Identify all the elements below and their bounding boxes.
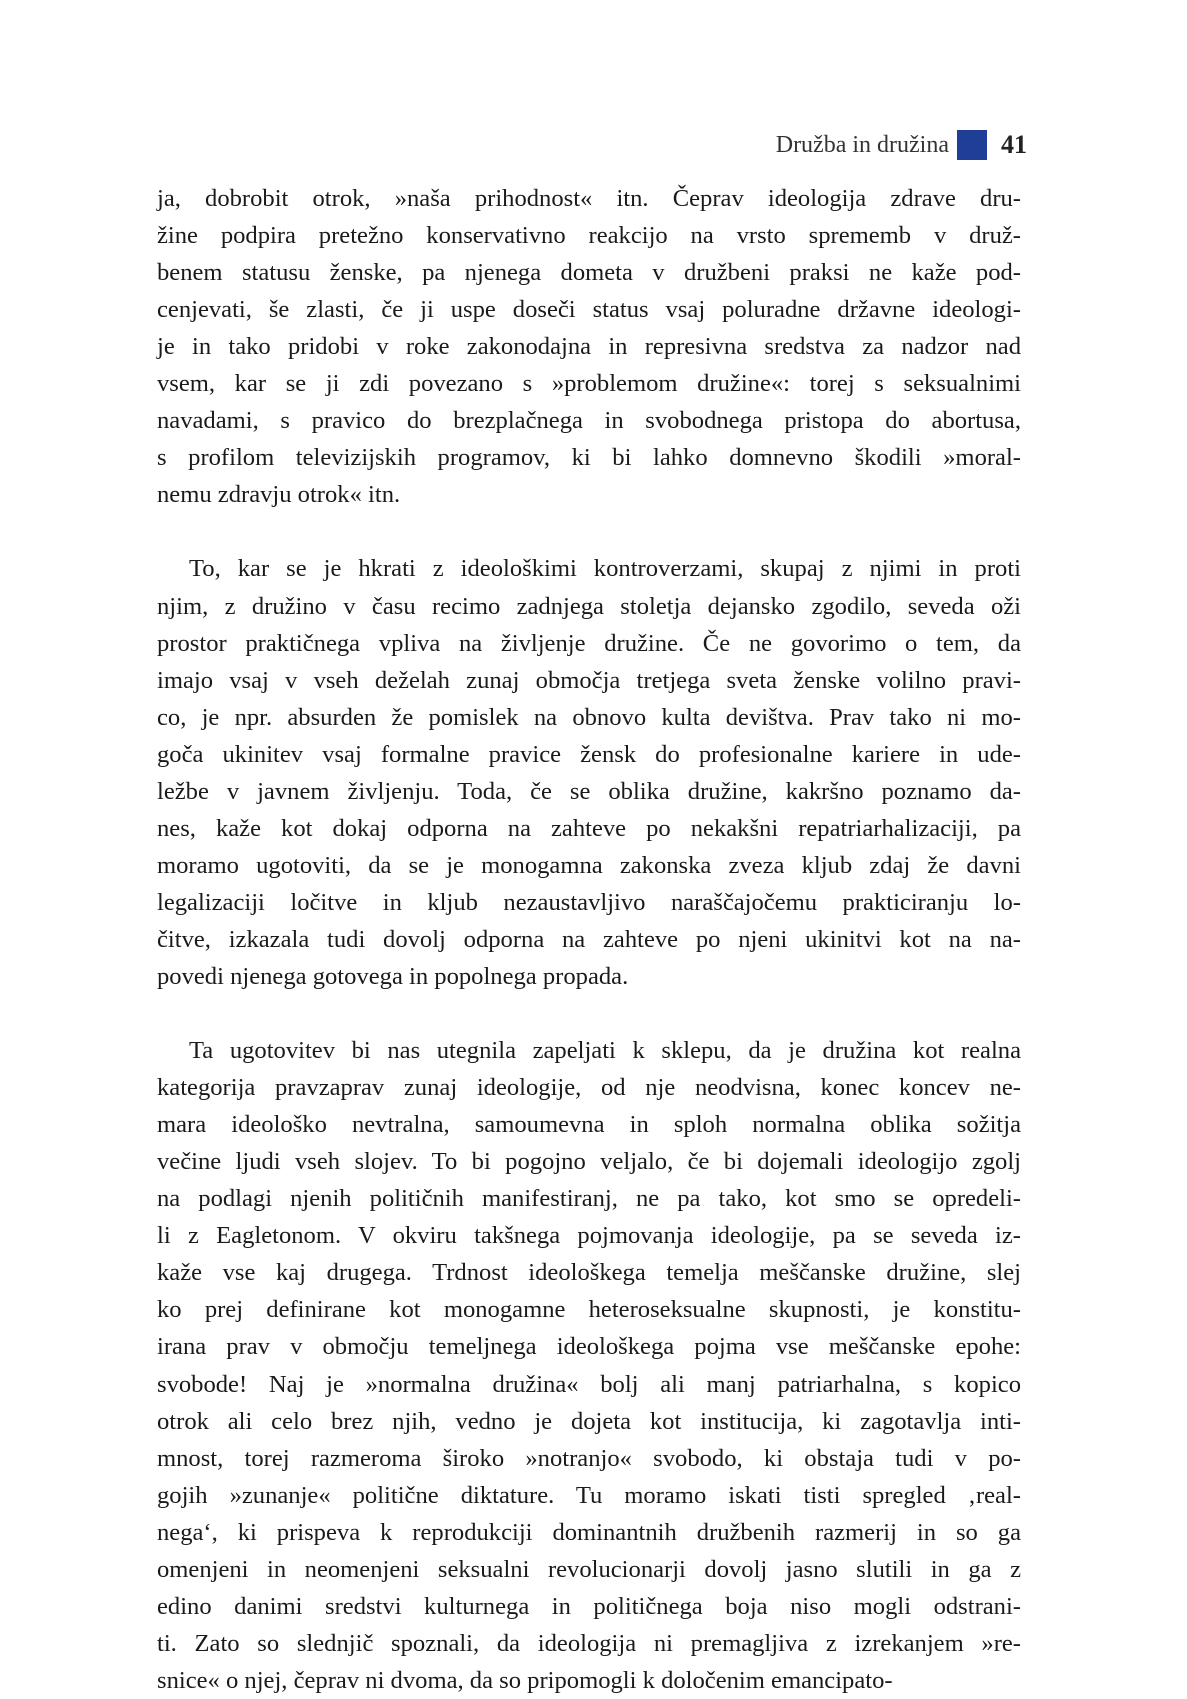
text-line: edino danimi sredstvi kulturnega in političnega boja niso mogli odstrani- xyxy=(157,1592,1021,1620)
paragraph xyxy=(157,180,1021,513)
text-line: ti. Zato so slednjič spoznali, da ideologija ni premagljiva z izrekanjem »re- xyxy=(157,1629,1021,1657)
text-line: snice« o njej, čeprav ni dvoma, da so pripomogli k določenim emancipato- xyxy=(157,1666,893,1694)
text-line: irana prav v območju temeljnega ideološkega pojma vse meščanske epohe: xyxy=(157,1333,1021,1361)
text-line: nes, kaže kot dokaj odporna na zahteve po nekakšni repatriarhalizaciji, pa xyxy=(157,814,1021,842)
text-line: omenjeni in neomenjeni seksualni revolucionarji dovolj jasno slutili in ga z xyxy=(157,1555,1021,1583)
text-line: imajo vsaj v vseh deželah zunaj območja tretjega sveta ženske volilno pravi- xyxy=(157,666,1021,694)
text-line: benem statusu ženske, pa njenega dometa v družbeni praksi ne kaže pod- xyxy=(157,259,1021,287)
text-line: gojih »zunanje« politične diktature. Tu moramo iskati tisti spregled ‚real- xyxy=(157,1481,1021,1509)
text-line: mnost, torej razmeroma široko »notranjo« svobodo, ki obstaja tudi v po- xyxy=(157,1444,1021,1472)
running-head xyxy=(776,128,1027,162)
text-line: njim, z družino v času recimo zadnjega stoletja dejansko zgodilo, seveda oži xyxy=(157,592,1021,620)
paragraph xyxy=(157,550,1021,995)
text-line: mara ideološko nevtralna, samoumevna in sploh normalna oblika sožitja xyxy=(157,1111,1021,1139)
page-number: 41 xyxy=(1001,130,1027,159)
text-line: navadami, s pravico do brezplačnega in svobodnega pristopa do abortusa, xyxy=(157,407,1021,435)
text-line: prostor praktičnega vpliva na življenje družine. Če ne govorimo o tem, da xyxy=(157,629,1021,657)
text-line: cenjevati, še zlasti, če ji uspe doseči status vsaj poluradne državne ideologi- xyxy=(157,296,1021,324)
text-line: čitve, izkazala tudi dovolj odporna na zahteve po njeni ukinitvi kot na na- xyxy=(157,925,1021,953)
text-line: moramo ugotoviti, da se je monogamna zakonska zveza kljub zdaj že davni xyxy=(157,851,1021,879)
text-line: na podlagi njenih političnih manifestiranj, ne pa tako, kot smo se opredeli- xyxy=(157,1185,1021,1213)
text-line: kategorija pravzaprav zunaj ideologije, od nje neodvisna, konec koncev ne- xyxy=(157,1074,1021,1102)
text-line: svobode! Naj je »normalna družina« bolj ali manj patriarhalna, s kopico xyxy=(157,1370,1021,1398)
text-line: povedi njenega gotovega in popolnega propada. xyxy=(157,962,629,990)
text-line: goča ukinitev vsaj formalne pravice žensk do profesionalne kariere in ude- xyxy=(157,740,1021,768)
text-line: je in tako pridobi v roke zakonodajna in represivna sredstva za nadzor nad xyxy=(157,333,1021,361)
text-line: večine ljudi vseh slojev. To bi pogojno veljalo, če bi dojemali ideologijo zgolj xyxy=(157,1148,1021,1176)
text-line: li z Eagletonom. V okviru takšnega pojmovanja ideologije, pa se seveda iz- xyxy=(157,1222,1021,1250)
text-line: ko prej definirane kot monogamne heteroseksualne skupnosti, je konstitu- xyxy=(157,1296,1021,1324)
text-line: ležbe v javnem življenju. Toda, če se oblika družine, kakršno poznamo da- xyxy=(157,777,1021,805)
text-line: ja, dobrobit otrok, »naša prihodnost« itn. Čeprav ideologija zdrave dru- xyxy=(157,185,1021,212)
text-line: co, je npr. absurden že pomislek na obnovo kulta devištva. Prav tako ni mo- xyxy=(157,703,1021,731)
text-line: Ta ugotovitev bi nas utegnila zapeljati k sklepu, da je družina kot realna xyxy=(189,1037,1021,1065)
text-line: s profilom televizijskih programov, ki bi lahko domnevno škodili »moral- xyxy=(157,444,1021,472)
text-line: nega‘, ki prispeva k reprodukciji dominantnih družbenih razmerij in so ga xyxy=(157,1518,1021,1546)
text-line: žine podpira pretežno konservativno reakcijo na vrsto sprememb v druž- xyxy=(157,222,1021,250)
text-line: vsem, kar se ji zdi povezano s »problemom družine«: torej s seksualnimi xyxy=(157,370,1021,398)
text-line: kaže vse kaj drugega. Trdnost ideološkega temelja meščanske družine, slej xyxy=(157,1259,1021,1287)
running-title: Družba in družina xyxy=(775,131,949,158)
body-text xyxy=(157,180,1021,1699)
text-line: To, kar se je hkrati z ideološkimi kontroverzami, skupaj z njimi in proti xyxy=(189,555,1021,583)
text-line: legalizaciji ločitve in kljub nezaustavljivo naraščajočemu prakticiranju lo- xyxy=(157,888,1021,916)
text-line: nemu zdravju otrok« itn. xyxy=(157,481,401,509)
paragraph xyxy=(157,1032,1021,1699)
text-line: otrok ali celo brez njih, vedno je dojeta kot institucija, ki zagotavlja inti- xyxy=(157,1407,1021,1435)
header-accent-block xyxy=(957,130,987,160)
